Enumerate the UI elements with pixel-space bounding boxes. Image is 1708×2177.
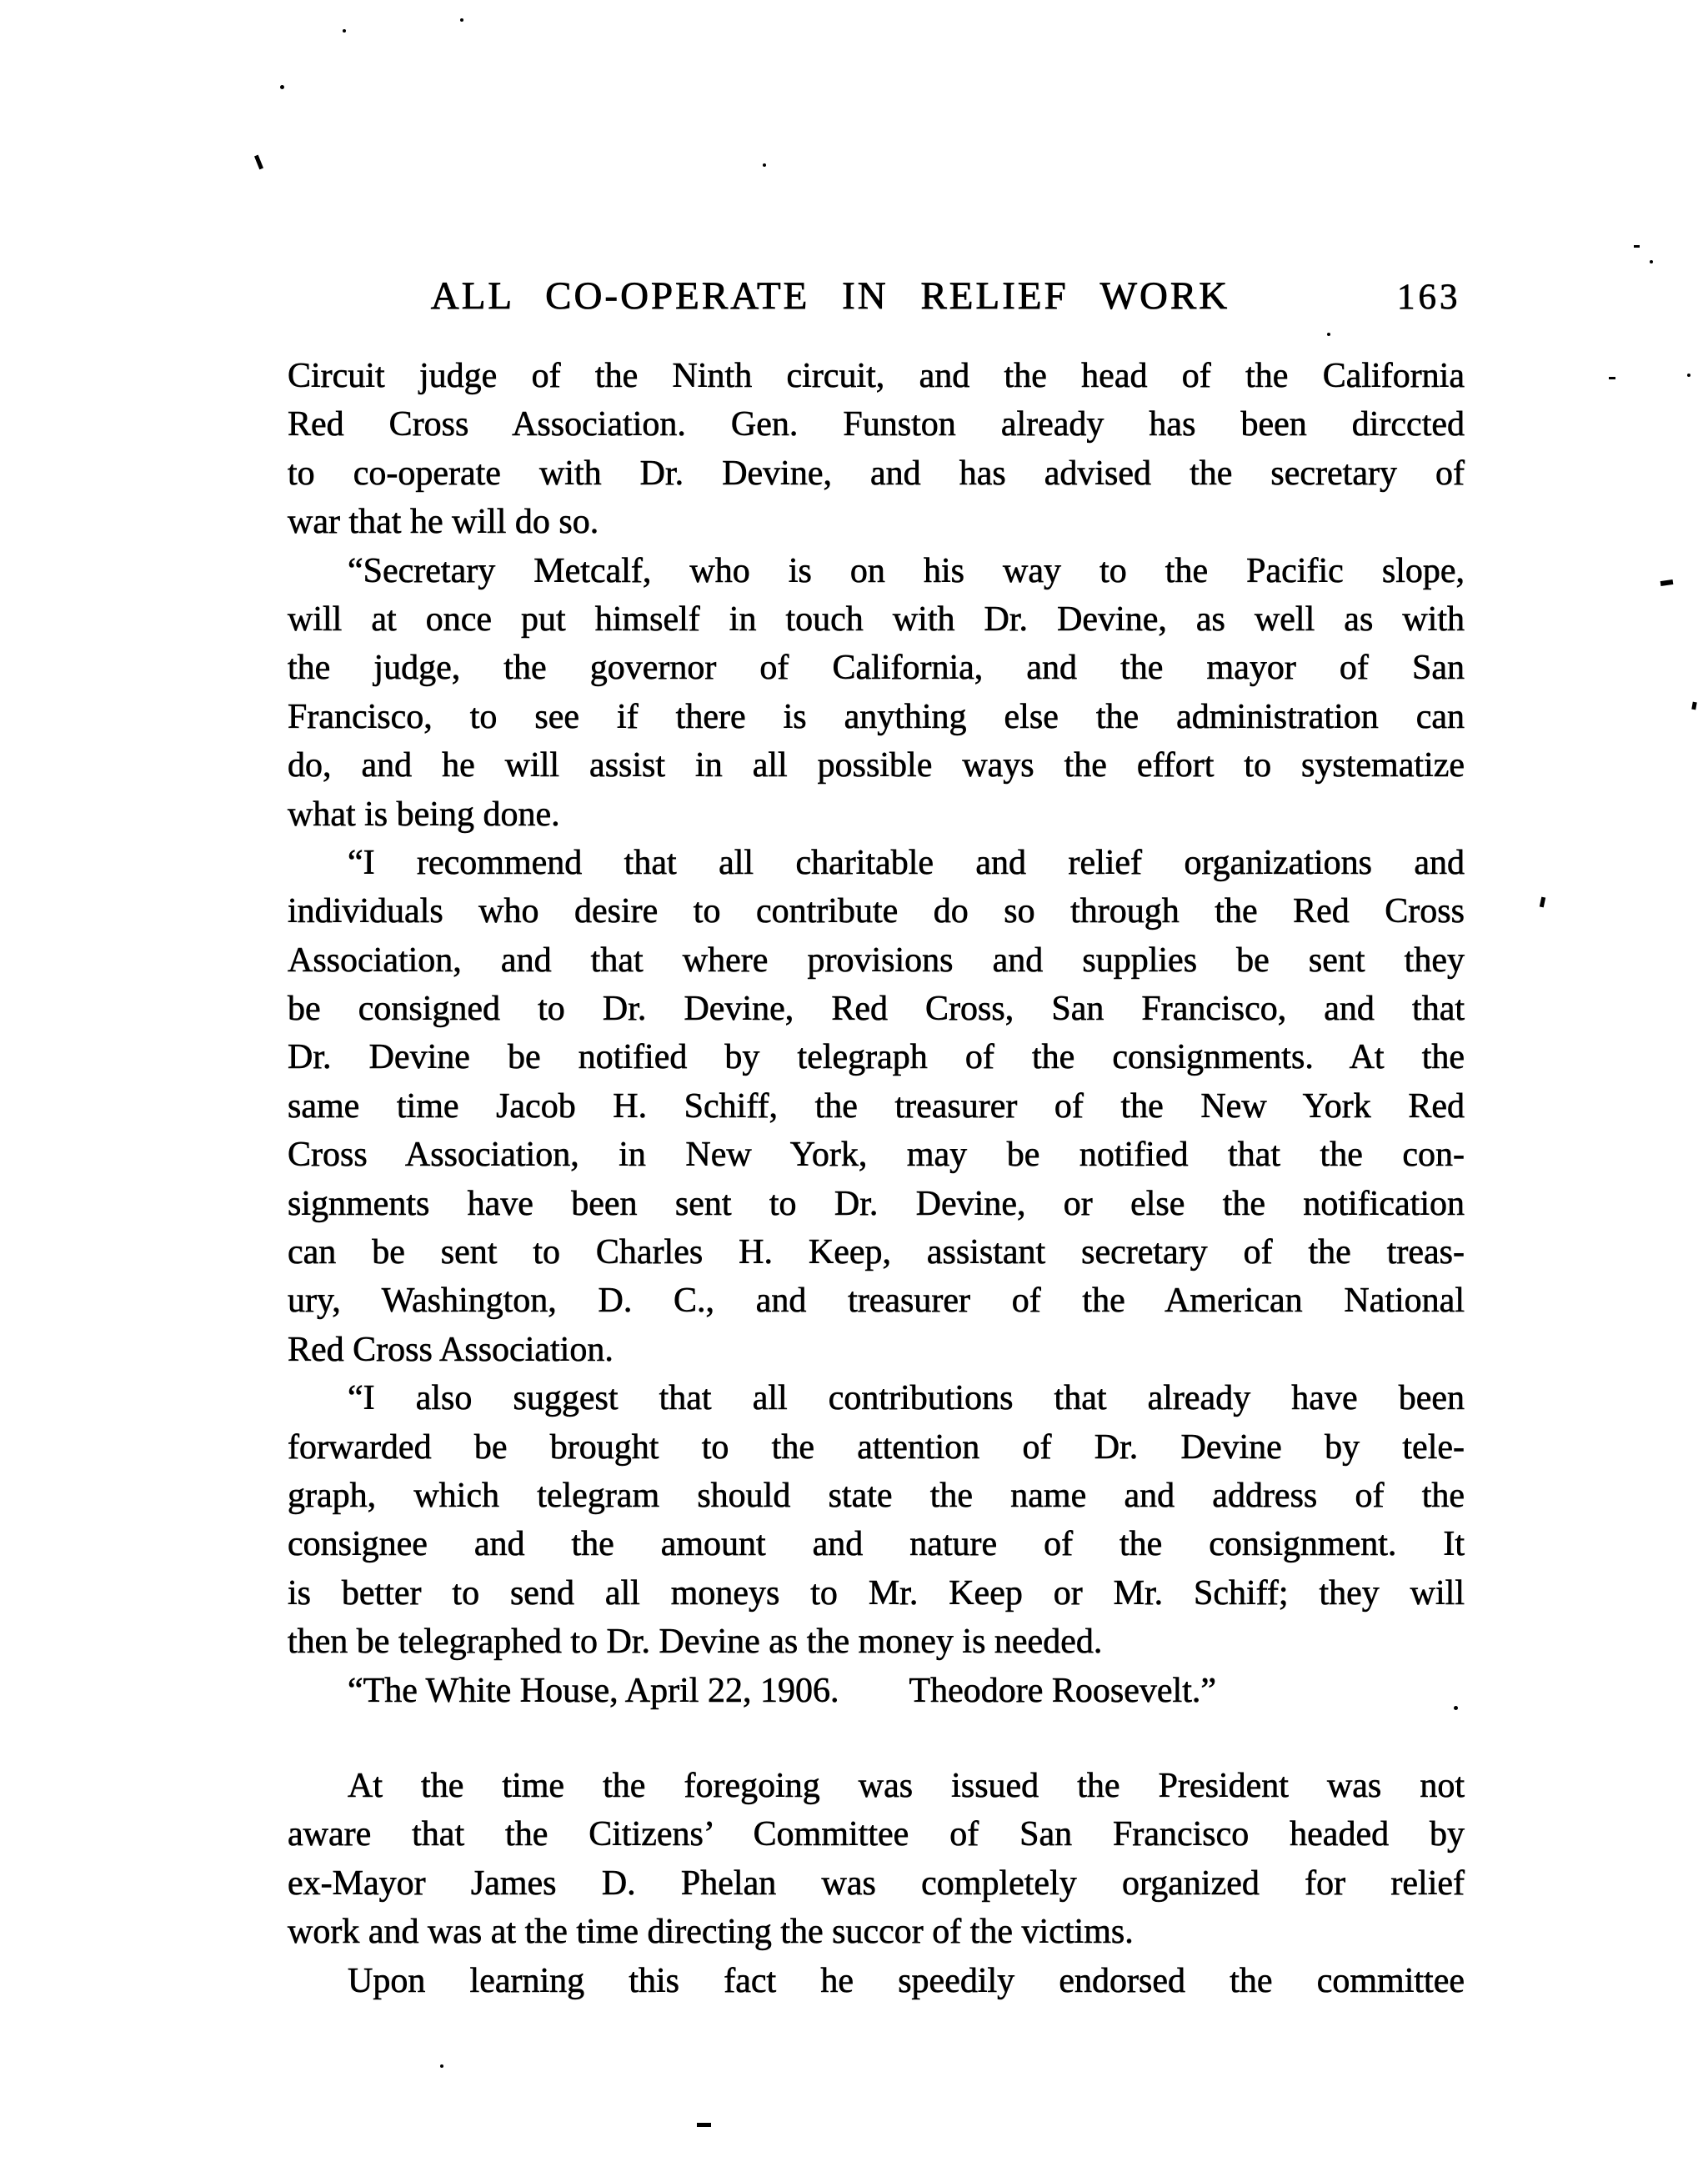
- scan-speck: [1634, 245, 1640, 248]
- scan-speck: [254, 155, 263, 170]
- page-text-block: [288, 352, 1465, 2005]
- text-line: the judge, the governor of California, and the mayor of San: [288, 649, 1465, 688]
- text-line: Red Cross Association. Gen. Funston already has been dirccted: [288, 405, 1465, 444]
- text-line: then be telegraphed to Dr. Devine as the money is needed.: [288, 1623, 1103, 1662]
- text-line: Dr. Devine be notified by telegraph of the consignments. At the: [288, 1038, 1465, 1077]
- text-line: individuals who desire to contribute do so through the Red Cross: [288, 892, 1465, 931]
- text-line: do, and he will assist in all possible ways the effort to systematize: [288, 746, 1465, 785]
- text-line: consignee and the amount and nature of the consignment. It: [288, 1525, 1465, 1564]
- scan-speck: [1691, 702, 1696, 710]
- signature-dash: [697, 2123, 711, 2127]
- scan-speck: [1540, 897, 1545, 908]
- scan-speck: [1327, 333, 1330, 336]
- text-line: Association, and that where provisions and supplies be sent they: [288, 941, 1465, 980]
- text-line: At the time the foregoing was issued the President was not: [348, 1766, 1465, 1805]
- text-line: be consigned to Dr. Devine, Red Cross, San Francisco, and that: [288, 990, 1465, 1029]
- text-line: to co-operate with Dr. Devine, and has advised the secretary of: [288, 454, 1465, 493]
- text-line: “The White House, April 22, 1906. Theodore Roosevelt.”: [348, 1671, 1217, 1710]
- text-line: same time Jacob H. Schiff, the treasurer of the New York Red: [288, 1086, 1465, 1126]
- text-line: what is being done.: [288, 795, 560, 834]
- text-line: Circuit judge of the Ninth circuit, and the head of the California: [288, 357, 1465, 395]
- text-line: “I also suggest that all contributions that already have been: [348, 1379, 1465, 1418]
- scan-speck: [1660, 579, 1674, 586]
- scan-speck: [440, 2064, 443, 2068]
- text-line: forwarded be brought to the attention of Dr. Devine by tele-: [288, 1427, 1465, 1467]
- text-line: graph, which telegram should state the name and address of the: [288, 1476, 1465, 1515]
- text-line: is better to send all moneys to Mr. Keep or Mr. Schiff; they will: [288, 1573, 1465, 1613]
- scan-speck: [460, 18, 463, 22]
- text-line: ury, Washington, D. C., and treasurer of the American National: [288, 1282, 1465, 1321]
- text-line: Upon learning this fact he speedily endorsed the committee: [348, 1961, 1465, 2000]
- scan-speck: [343, 29, 346, 33]
- text-line: “Secretary Metcalf, who is on his way to the Pacific slope,: [348, 551, 1465, 590]
- text-line: “I recommend that all charitable and relief organizations and: [348, 843, 1465, 882]
- scan-speck: [1609, 377, 1615, 379]
- text-line: work and was at the time directing the succor of the victims.: [288, 1913, 1134, 1952]
- text-line: Red Cross Association.: [288, 1330, 614, 1369]
- text-line: signments have been sent to Dr. Devine, or else the notification: [288, 1184, 1465, 1223]
- scan-speck: [1454, 1706, 1458, 1710]
- page-number: 163: [1397, 278, 1461, 317]
- text-line: Francisco, to see if there is anything else the administration can: [288, 697, 1465, 736]
- text-line: aware that the Citizens’ Committee of San Francisco headed by: [288, 1815, 1465, 1854]
- text-line: can be sent to Charles H. Keep, assistant secretary of the treas-: [288, 1233, 1465, 1272]
- scan-speck: [280, 85, 284, 89]
- text-line: war that he will do so.: [288, 503, 599, 542]
- running-head-title: ALL CO-OPERATE IN RELIEF WORK: [430, 274, 1230, 318]
- text-line: Cross Association, in New York, may be notified that the con-: [288, 1136, 1465, 1175]
- text-line: ex-Mayor James D. Phelan was completely organized for relief: [288, 1863, 1465, 1903]
- scan-speck: [763, 163, 766, 167]
- text-line: will at once put himself in touch with Dr. Devine, as well as with: [288, 599, 1465, 639]
- page-header: [288, 273, 1465, 320]
- scan-speck: [1650, 260, 1653, 263]
- scan-speck: [1687, 374, 1690, 377]
